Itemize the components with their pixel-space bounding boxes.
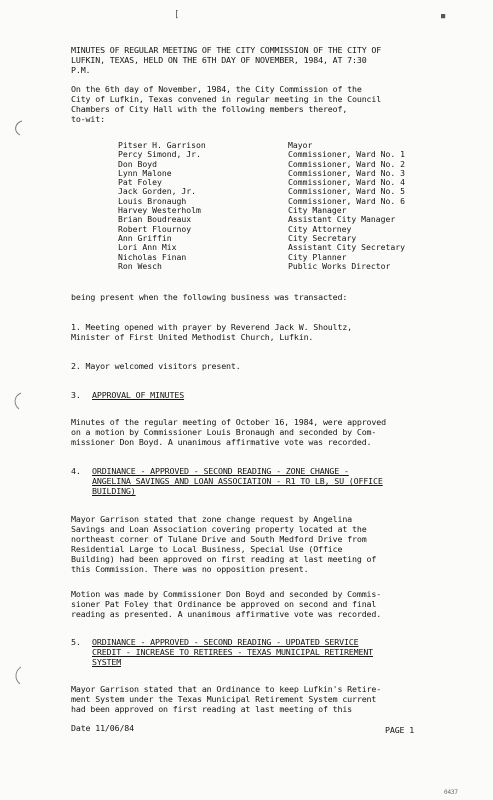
member-role: Public Works Director xyxy=(288,260,391,271)
member-name: Nicholas Finan xyxy=(118,251,187,262)
item-4-body-line-3: northeast corner of Tulane Drive and South Medford Drive from xyxy=(71,534,367,544)
item-5-title-line-2: CREDIT - INCREASE TO RETIREES - TEXAS MUNICIPAL RETIREMENT xyxy=(92,647,374,657)
item-2-text: 2. Mayor welcomed visitors present. xyxy=(71,361,241,371)
member-name: Pitser H. Garrison xyxy=(118,140,206,150)
item-4-motion-line-3: reading as presented. A unanimous affirmative vote was recorded. xyxy=(71,609,382,619)
member-role: Commissioner, Ward No. 4 xyxy=(288,177,405,188)
member-role: City Secretary xyxy=(288,232,357,243)
heading-line-2: LUFKIN, TEXAS, HELD ON THE 6TH DAY OF NOVEMBER, 1984, AT 7:30 xyxy=(71,55,367,65)
intro-line-2: City of Lufkin, Texas convened in regular meeting in the Council xyxy=(71,94,382,104)
attendee-roster xyxy=(118,141,448,271)
member-name: Lori Ann Mix xyxy=(118,242,177,253)
item-3-body-line-3: missioner Don Boyd. A unanimous affirmative vote was recorded. xyxy=(71,437,372,447)
member-role: Commissioner, Ward No. 1 xyxy=(288,149,405,160)
item-4-body-line-6: this Commission. There was no opposition present. xyxy=(71,564,309,574)
member-name: Brian Boudreaux xyxy=(118,214,192,225)
member-role: Mayor xyxy=(288,140,313,150)
footer-corner-code: 0437 xyxy=(444,789,458,796)
item-4-body-line-4: Residential Large to Local Business, Special Use (Office xyxy=(71,544,343,554)
item-4-motion-line-1: Motion was made by Commissioner Don Boyd and seconded by Commis- xyxy=(71,589,382,599)
footer-date: Date 11/06/84 xyxy=(71,723,134,733)
member-name: Ron Wesch xyxy=(118,260,162,271)
member-role: City Attorney xyxy=(288,223,352,234)
item-4-title-line-1: ORDINANCE - APPROVED - SECOND READING - ZONE CHANGE - xyxy=(92,466,349,476)
member-role: Commissioner, Ward No. 5 xyxy=(288,186,405,197)
item-5-number: 5. xyxy=(71,637,81,647)
member-role: Commissioner, Ward No. 3 xyxy=(288,167,405,178)
member-name: Robert Flournoy xyxy=(118,223,192,234)
item-4-motion-line-2: sioner Pat Foley that Ordinance be approved on second and final xyxy=(71,599,377,609)
member-role: City Planner xyxy=(288,251,347,262)
member-name: Lynn Malone xyxy=(118,167,172,178)
item-1-line-1: 1. Meeting opened with prayer by Reverend Jack W. Shoultz, xyxy=(71,322,353,332)
intro-line-4: to-wit: xyxy=(71,114,105,124)
item-4-title-line-3: BUILDING) xyxy=(92,486,136,496)
item-4-number: 4. xyxy=(71,466,81,476)
member-role: Commissioner, Ward No. 2 xyxy=(288,158,405,169)
item-5-body-line-3: had been approved on first reading at last meeting of this xyxy=(71,704,353,714)
item-3-number: 3. xyxy=(71,390,81,400)
member-name: Harvey Westerholm xyxy=(118,205,201,216)
item-5-title-line-3: SYSTEM xyxy=(92,657,122,667)
member-role: City Manager xyxy=(288,205,347,216)
roster-row xyxy=(118,262,448,271)
member-role: Assistant City Secretary xyxy=(288,242,405,253)
intro-line-1: On the 6th day of November, 1984, the City Commission of the xyxy=(71,84,362,94)
heading-line-1: MINUTES OF REGULAR MEETING OF THE CITY COMMISSION OF THE CITY OF xyxy=(71,45,382,55)
footer-page-number: PAGE 1 xyxy=(385,725,415,735)
item-5-body-line-1: Mayor Garrison stated that an Ordinance to keep Lufkin's Retire- xyxy=(71,684,382,694)
scan-artifact xyxy=(6,665,28,687)
scan-mark-right: ■ xyxy=(441,12,446,20)
scan-artifact xyxy=(8,118,30,138)
being-present-text: being present when the following business was transacted: xyxy=(71,292,348,302)
item-4-body-line-5: Building) had been approved on first reading at last meeting of xyxy=(71,554,377,564)
member-name: Don Boyd xyxy=(118,158,157,169)
item-1-line-2: Minister of First United Methodist Church, Lufkin. xyxy=(71,332,314,342)
member-role: Assistant City Manager xyxy=(288,214,396,225)
item-3-body-line-1: Minutes of the regular meeting of October 16, 1984, were approved xyxy=(71,417,386,427)
item-4-body-line-2: Savings and Loan Association covering property located at the xyxy=(71,524,367,534)
member-role: Commissioner, Ward No. 6 xyxy=(288,195,405,206)
scan-mark: [ xyxy=(174,10,180,20)
heading-line-3: P.M. xyxy=(71,65,91,75)
member-name: Jack Gorden, Jr. xyxy=(118,186,196,197)
item-5-body-line-2: ment System under the Texas Municipal Retirement System current xyxy=(71,694,377,704)
member-name: Louis Bronaugh xyxy=(118,195,187,206)
item-4-body-line-1: Mayor Garrison stated that zone change request by Angelina xyxy=(71,514,353,524)
scan-artifact xyxy=(6,390,28,412)
item-3-body-line-2: on a motion by Commissioner Louis Bronaugh and seconded by Com- xyxy=(71,427,377,437)
member-name: Percy Simond, Jr. xyxy=(118,149,201,160)
member-name: Pat Foley xyxy=(118,177,162,188)
item-4-title-line-2: ANGELINA SAVINGS AND LOAN ASSOCIATION - R1 TO LB, SU (OFFICE xyxy=(92,476,383,486)
item-5-title-line-1: ORDINANCE - APPROVED - SECOND READING - UPDATED SERVICE xyxy=(92,637,359,647)
item-3-title: APPROVAL OF MINUTES xyxy=(92,390,185,400)
member-name: Ann Griffin xyxy=(118,232,172,243)
intro-line-3: Chambers of City Hall with the following members thereof, xyxy=(71,104,348,114)
roster-row xyxy=(118,253,448,262)
